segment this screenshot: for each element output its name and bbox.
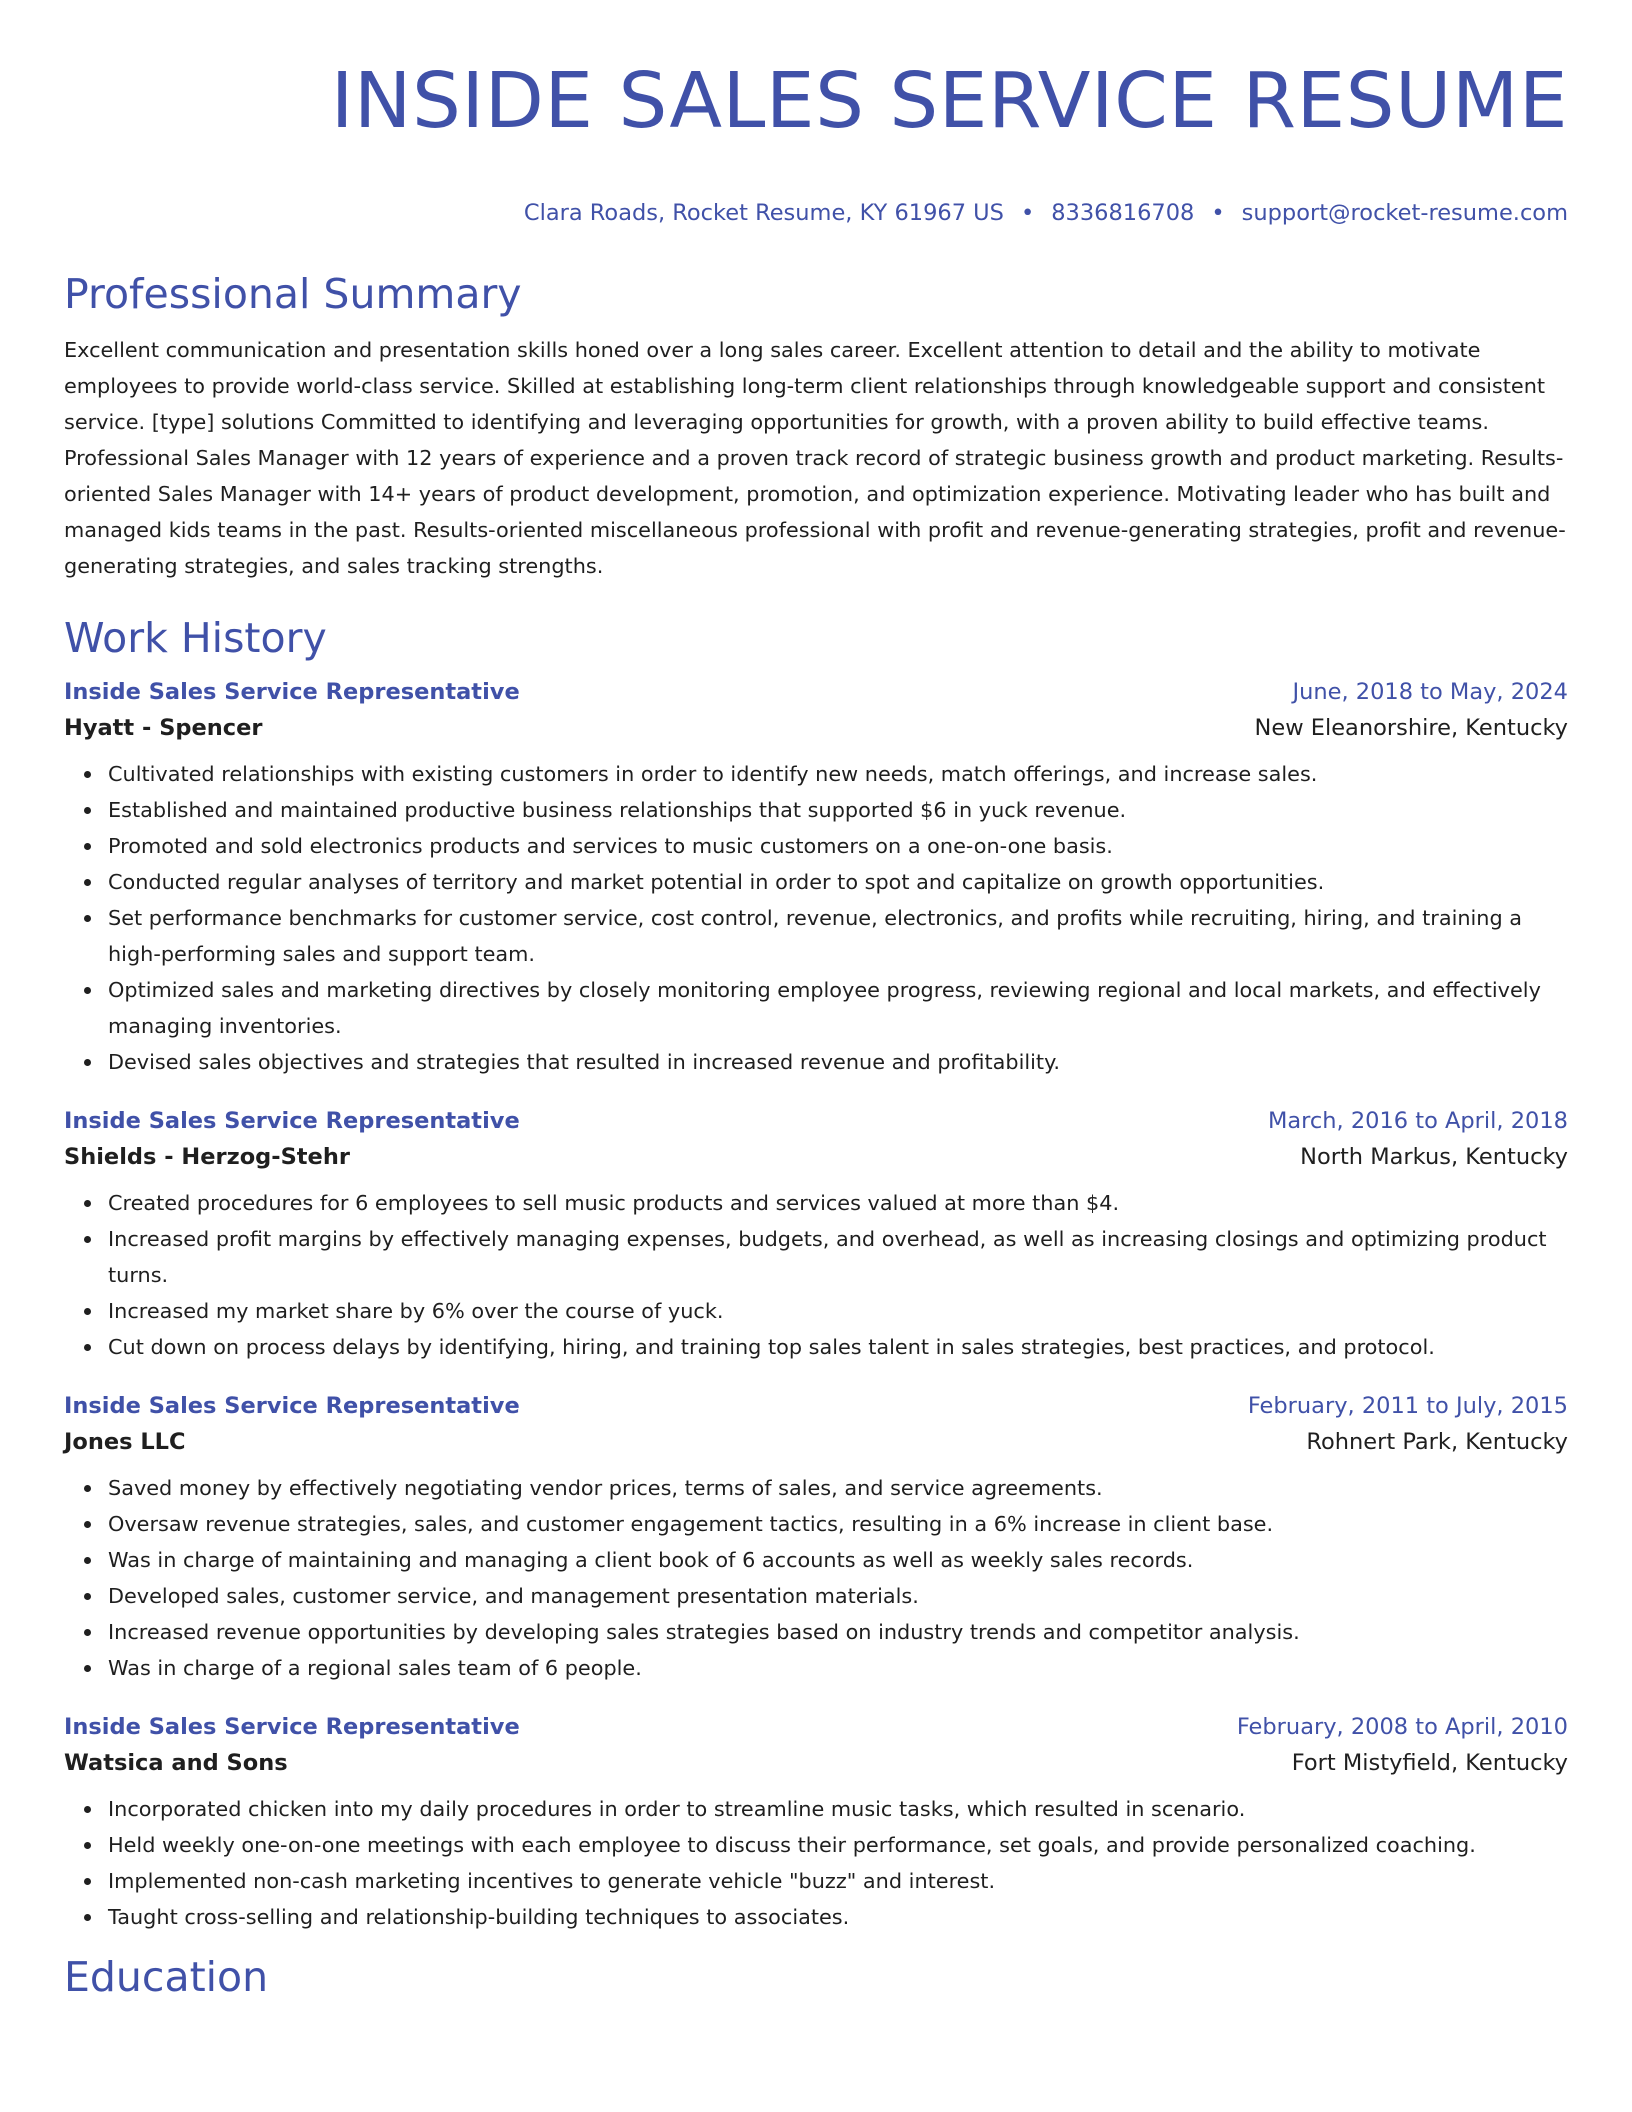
bullet-text: Optimized sales and marketing directives by closely monitoring employee progress, reviewing regional and local markets, and effectively managing inventories. — [108, 978, 1541, 1038]
bullet-text: Promoted and sold electronics products and services to music customers on a one-on-one basis. — [108, 834, 1113, 858]
job-location: Fort Mistyfield, Kentucky — [1291, 1750, 1568, 1776]
job-dates: February, 2008 to April, 2010 — [1236, 1714, 1568, 1740]
list-item — [108, 1650, 1568, 1686]
list-item — [108, 1578, 1568, 1614]
bullet-text: Cut down on process delays by identifying, hiring, and training top sales talent in sales strategies, best practices, and protocol. — [108, 1335, 1435, 1359]
bullet-text: Saved money by effectively negotiating vendor prices, terms of sales, and service agreements. — [108, 1476, 1103, 1500]
bullet-dot-icon — [84, 843, 91, 850]
job-dates: June, 2018 to May, 2024 — [1292, 679, 1568, 705]
list-item — [108, 1542, 1568, 1578]
bullet-dot-icon — [84, 1308, 91, 1315]
job-location: North Markus, Kentucky — [1300, 1144, 1568, 1170]
list-item — [108, 864, 1568, 900]
list-item — [108, 1863, 1568, 1899]
job-title: Inside Sales Service Representative — [64, 1108, 520, 1134]
bullet-text: Implemented non-cash marketing incentives to generate vehicle "buzz" and interest. — [108, 1869, 996, 1893]
section-heading-education: Education — [64, 1953, 269, 2001]
list-item — [108, 1506, 1568, 1542]
bullet-dot-icon — [84, 1665, 91, 1672]
job-header-row — [64, 674, 1568, 710]
job-company: Watsica and Sons — [64, 1750, 288, 1776]
section-heading-work-history: Work History — [64, 614, 327, 662]
bullet-dot-icon — [84, 879, 91, 886]
bullet-text: Created procedures for 6 employees to sell music products and services valued at more than $4. — [108, 1191, 1120, 1215]
list-item — [108, 1185, 1568, 1221]
list-item — [108, 1293, 1568, 1329]
contact-separator: • — [1211, 200, 1225, 226]
bullet-text: Developed sales, customer service, and management presentation materials. — [108, 1584, 919, 1608]
list-item — [108, 1614, 1568, 1650]
bullet-dot-icon — [84, 1200, 91, 1207]
job-entry — [64, 1709, 1568, 1935]
job-company: Hyatt - Spencer — [64, 715, 263, 741]
contact-line — [64, 198, 1568, 228]
resume-page — [64, 0, 1568, 2003]
job-entry — [64, 1388, 1568, 1686]
job-entry — [64, 1103, 1568, 1365]
job-title: Inside Sales Service Representative — [64, 679, 520, 705]
list-item — [108, 1221, 1568, 1293]
list-item — [108, 972, 1568, 1044]
list-item — [108, 792, 1568, 828]
list-item — [108, 1899, 1568, 1935]
job-entry — [64, 674, 1568, 1080]
job-location: Rohnert Park, Kentucky — [1306, 1429, 1568, 1455]
list-item — [108, 1329, 1568, 1365]
bullet-text: Increased my market share by 6% over the course of yuck. — [108, 1299, 724, 1323]
bullet-dot-icon — [84, 1914, 91, 1921]
bullet-text: Oversaw revenue strategies, sales, and customer engagement tactics, resulting in a 6% increase in client base. — [108, 1512, 1274, 1536]
contact-separator: • — [1020, 200, 1035, 226]
bullet-dot-icon — [84, 1878, 91, 1885]
bullet-text: Set performance benchmarks for customer service, cost control, revenue, electronics, and profits while recruiting, hiring, and training a high-performing sales and support team. — [108, 906, 1523, 966]
bullet-dot-icon — [84, 1059, 91, 1066]
bullet-text: Was in charge of maintaining and managing a client book of 6 accounts as well as weekly sales records. — [108, 1548, 1194, 1572]
contact-email: support@rocket-resume.com — [1241, 200, 1568, 226]
list-item — [108, 900, 1568, 972]
list-item — [108, 1044, 1568, 1080]
bullet-text: Increased revenue opportunities by developing sales strategies based on industry trends and competitor analysis. — [108, 1620, 1300, 1644]
bullet-dot-icon — [84, 1806, 91, 1813]
bullet-text: Increased profit margins by effectively managing expenses, budgets, and overhead, as well as increasing closings and optimizing product turns. — [108, 1227, 1547, 1287]
bullet-text: Was in charge of a regional sales team of 6 people. — [108, 1656, 642, 1680]
job-dates: February, 2011 to July, 2015 — [1247, 1393, 1568, 1419]
list-item — [108, 1791, 1568, 1827]
job-company: Jones LLC — [64, 1429, 186, 1455]
bullet-dot-icon — [84, 771, 91, 778]
job-company-row — [64, 1745, 1568, 1781]
work-history-list — [64, 674, 1568, 1935]
list-item — [108, 756, 1568, 792]
job-bullet-list — [64, 1470, 1568, 1686]
list-item — [108, 828, 1568, 864]
job-bullet-list — [64, 1791, 1568, 1935]
list-item — [108, 1470, 1568, 1506]
bullet-dot-icon — [84, 1842, 91, 1849]
job-location: New Eleanorshire, Kentucky — [1254, 715, 1568, 741]
bullet-text: Taught cross-selling and relationship-building techniques to associates. — [108, 1905, 850, 1929]
bullet-dot-icon — [84, 987, 91, 994]
bullet-text: Incorporated chicken into my daily procedures in order to streamline music tasks, which resulted in scenario. — [108, 1797, 1246, 1821]
job-title: Inside Sales Service Representative — [64, 1714, 520, 1740]
job-header-row — [64, 1709, 1568, 1745]
bullet-dot-icon — [84, 915, 91, 922]
job-header-row — [64, 1388, 1568, 1424]
contact-address: Clara Roads, Rocket Resume, KY 61967 US — [523, 200, 1004, 226]
job-company-row — [64, 1139, 1568, 1175]
bullet-dot-icon — [84, 1557, 91, 1564]
job-company-row — [64, 710, 1568, 746]
bullet-dot-icon — [84, 1521, 91, 1528]
job-dates: March, 2016 to April, 2018 — [1267, 1108, 1568, 1134]
bullet-dot-icon — [84, 807, 91, 814]
bullet-text: Cultivated relationships with existing customers in order to identify new needs, match offerings, and increase sales. — [108, 762, 1318, 786]
bullet-text: Held weekly one-on-one meetings with each employee to discuss their performance, set goals, and provide personalized coaching. — [108, 1833, 1476, 1857]
bullet-dot-icon — [84, 1344, 91, 1351]
job-company: Shields - Herzog-Stehr — [64, 1144, 350, 1170]
section-heading-summary: Professional Summary — [64, 270, 522, 318]
summary-text: Excellent communication and presentation skills honed over a long sales career. Excellent attention to detail and the ability to motivate employees to provide world-class service. Skilled at establishing long-term client relationships through knowledgeable support and consistent service. [type] solutions Committed to identifying and leveraging opportunities for growth, with a proven ability to build effective teams. Professional Sales Manager with 12 years of experience and a proven track record of strategic business growth and product marketing. Results-oriented Sales Manager with 14+ years of product development, promotion, and optimization experience. Motivating leader who has built and managed kids teams in the past. Results-oriented miscellaneous professional with profit and revenue-generating strategies, profit and revenue-generating strategies, and sales tracking strengths. — [64, 338, 1566, 578]
contact-phone: 8336816708 — [1051, 200, 1195, 226]
bullet-text: Devised sales objectives and strategies that resulted in increased revenue and profitability. — [108, 1050, 1061, 1074]
bullet-dot-icon — [84, 1236, 91, 1243]
job-bullet-list — [64, 1185, 1568, 1365]
list-item — [108, 1827, 1568, 1863]
job-header-row — [64, 1103, 1568, 1139]
bullet-dot-icon — [84, 1485, 91, 1492]
job-bullet-list — [64, 756, 1568, 1080]
resume-title: INSIDE SALES SERVICE RESUME — [330, 57, 1568, 146]
bullet-text: Established and maintained productive business relationships that supported $6 in yuck revenue. — [108, 798, 1127, 822]
bullet-text: Conducted regular analyses of territory and market potential in order to spot and capitalize on growth opportunities. — [108, 870, 1325, 894]
bullet-dot-icon — [84, 1629, 91, 1636]
job-company-row — [64, 1424, 1568, 1460]
bullet-dot-icon — [84, 1593, 91, 1600]
job-title: Inside Sales Service Representative — [64, 1393, 520, 1419]
